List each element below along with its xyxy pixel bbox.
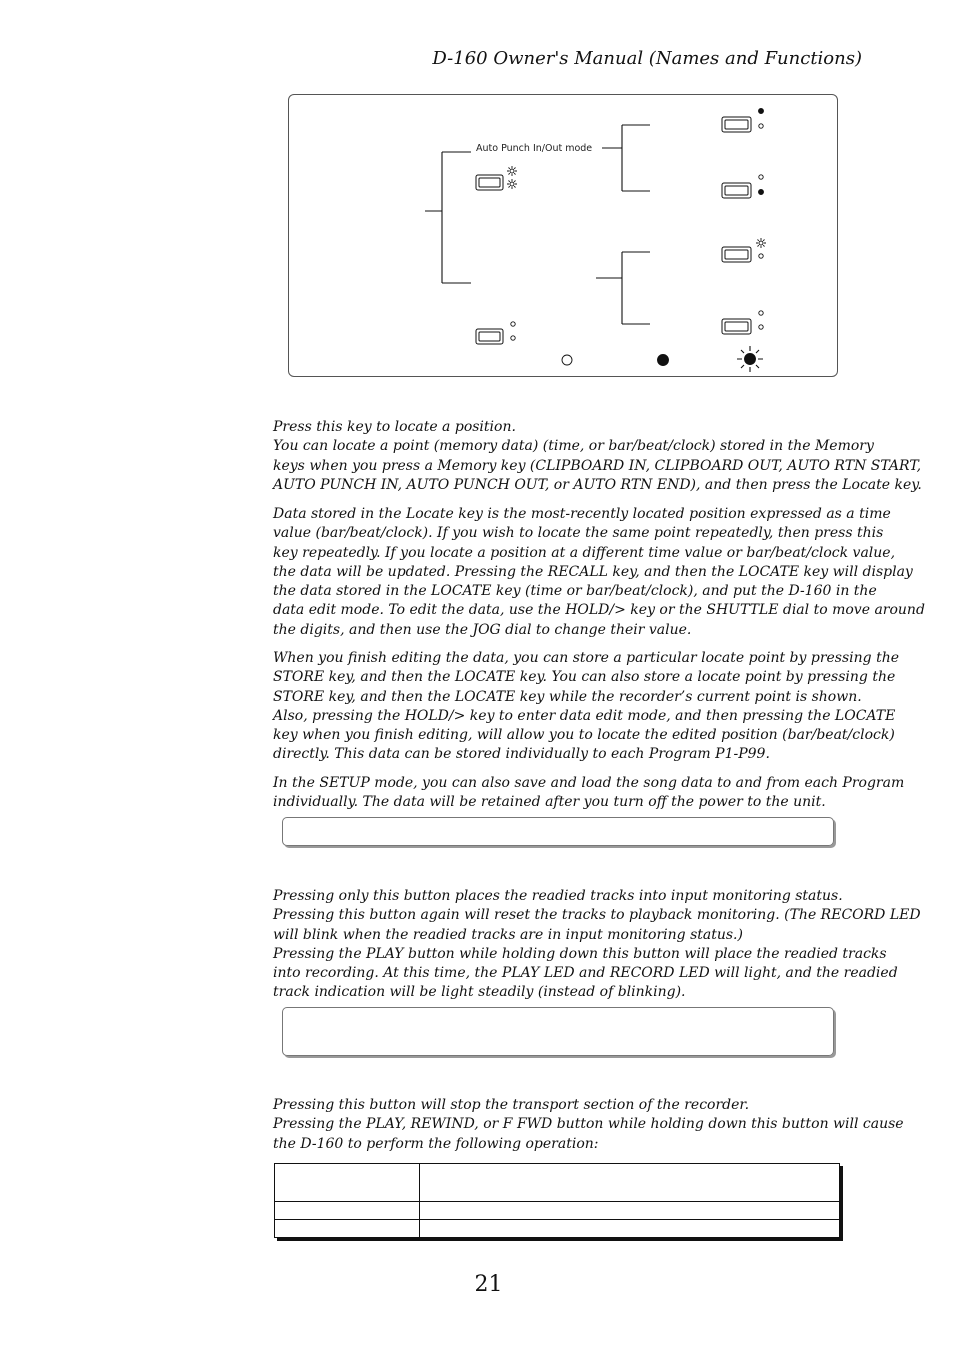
text-line: AUTO PUNCH IN, AUTO PUNCH OUT, or AUTO RTN END), and then press the Locate key. xyxy=(273,476,922,493)
table-row xyxy=(275,1202,840,1220)
text-line: track indication will be light steadily (instead of blinking). xyxy=(273,984,686,1001)
text-line: keys when you press a Memory key (CLIPBOARD IN, CLIPBOARD OUT, AUTO RTN START, xyxy=(273,457,922,474)
text-line: individually. The data will be retained after you turn off the power to the unit. xyxy=(273,794,826,811)
text-line: When you finish editing the data, you can store a particular locate point by pressing the xyxy=(273,650,899,666)
text-line: In the SETUP mode, you can also save and load the song data to and from each Program xyxy=(273,775,905,791)
text-line: Pressing only this button places the readied tracks into input monitoring status. xyxy=(273,888,843,904)
page-number: 21 xyxy=(474,1272,503,1297)
stop-heading-box xyxy=(282,1007,834,1056)
record-heading-box xyxy=(282,817,834,846)
text-line: key when you finish editing, will allow you to locate the edited position (bar/beat/clock) xyxy=(273,727,895,744)
table-cell xyxy=(275,1164,420,1202)
text-line: the digits, and then use the JOG dial to change their value. xyxy=(273,621,692,638)
table-header-row xyxy=(275,1164,840,1202)
record-paragraph xyxy=(273,887,921,1003)
locate-paragraph-4 xyxy=(273,774,905,813)
key-button-r3 xyxy=(722,247,751,262)
text-line: STORE key, and then the LOCATE key. You can also store a locate point by pressing the xyxy=(273,669,896,686)
table-cell xyxy=(420,1220,840,1238)
text-line: Pressing this button again will reset the tracks to playback monitoring. (The RECORD LED xyxy=(273,907,921,924)
text-line: Data stored in the Locate key is the most-recently located position expressed as a time xyxy=(273,506,891,522)
stop-operations-table xyxy=(274,1163,840,1238)
text-line: key repeatedly. If you locate a position at a different time value or bar/beat/clock value, xyxy=(273,544,896,561)
text-line: Pressing the PLAY button while holding down this button will place the readied tracks xyxy=(273,945,887,962)
text-line: into recording. At this time, the PLAY LED and RECORD LED will light, and the readied xyxy=(273,965,898,982)
key-button-r4 xyxy=(722,319,751,334)
text-line: STORE key, and then the LOCATE key while the recorder’s current point is shown. xyxy=(273,688,862,705)
text-line: Also, pressing the HOLD/> key to enter data edit mode, and then pressing the LOCATE xyxy=(273,707,896,724)
text-line: the data will be updated. Pressing the RECALL key, and then the LOCATE key will display xyxy=(273,563,913,580)
locate-paragraph-1 xyxy=(273,418,922,495)
locate-paragraph-2 xyxy=(273,505,925,640)
stop-paragraph xyxy=(273,1096,904,1154)
key-button-r2 xyxy=(722,183,751,198)
table-cell xyxy=(275,1220,420,1238)
text-line: will blink when the readied tracks are in input monitoring status.) xyxy=(273,926,743,943)
text-line: the D-160 to perform the following operation: xyxy=(273,1135,599,1152)
text-line: You can locate a point (memory data) (time, or bar/beat/clock) stored in the Memory xyxy=(273,438,874,455)
key-button-r1 xyxy=(722,117,751,132)
locate-paragraph-3 xyxy=(273,649,899,765)
page-header: D-160 Owner's Manual (Names and Functions) xyxy=(432,48,862,69)
text-line: the data stored in the LOCATE key (time or bar/beat/clock), and put the D-160 in the xyxy=(273,583,877,600)
table-cell xyxy=(420,1202,840,1220)
table-row xyxy=(275,1220,840,1238)
auto-punch-mode-label: Auto Punch In/Out mode xyxy=(476,143,593,154)
key-button-mode xyxy=(476,175,503,190)
text-line: Pressing the PLAY, REWIND, or F FWD button while holding down this button will cause xyxy=(273,1116,904,1133)
auto-punch-mode-diagram xyxy=(288,94,838,377)
text-line: directly. This data can be stored individually to each Program P1-P99. xyxy=(273,746,770,763)
mode-flow-lines xyxy=(289,95,839,378)
key-button-left-bottom xyxy=(476,329,503,344)
table-cell xyxy=(275,1202,420,1220)
text-line: Press this key to locate a position. xyxy=(273,419,516,435)
text-line: data edit mode. To edit the data, use the HOLD/> key or the SHUTTLE dial to move around xyxy=(273,602,925,619)
text-line: value (bar/beat/clock). If you wish to locate the same point repeatedly, then press this xyxy=(273,525,884,542)
table-cell xyxy=(420,1164,840,1202)
text-line: Pressing this button will stop the transport section of the recorder. xyxy=(273,1097,750,1113)
